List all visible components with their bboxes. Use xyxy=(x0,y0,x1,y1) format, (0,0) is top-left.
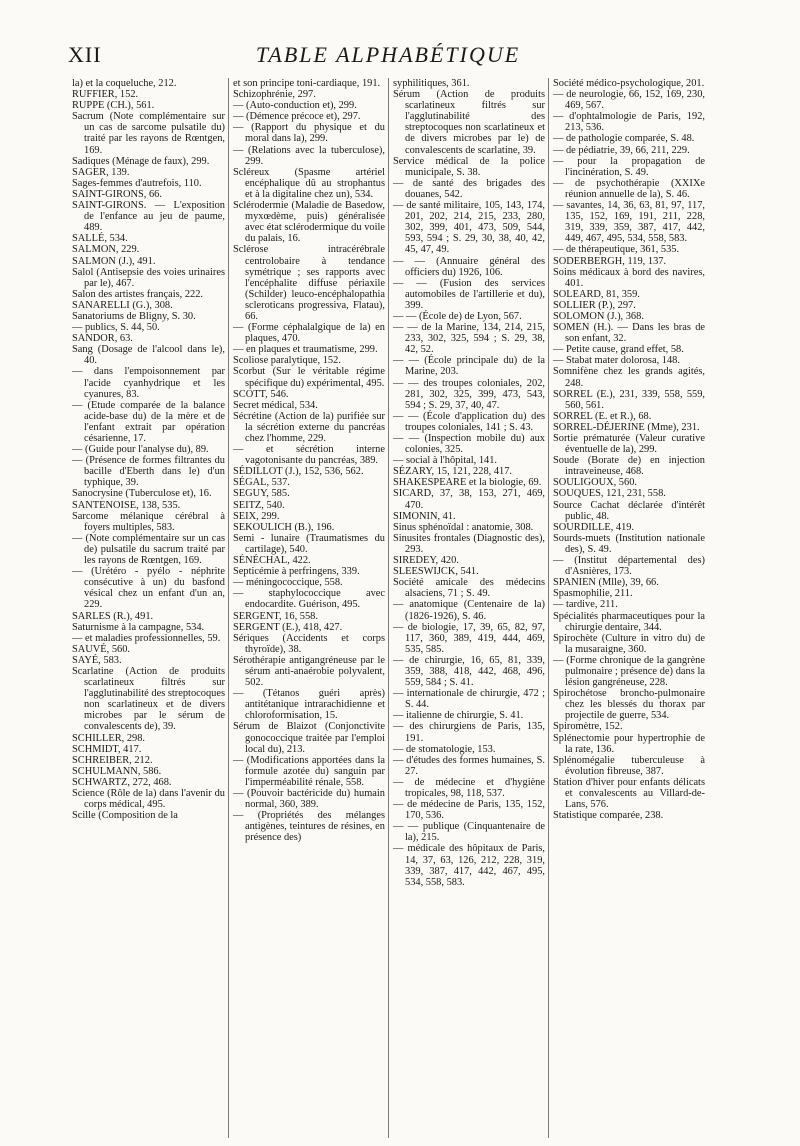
page-header xyxy=(68,40,708,70)
index-entry: SÉZARY, 15, 121, 228, 417. xyxy=(393,466,513,478)
index-entry: SICARD, 37, 38, 153, 271, 469, 470. xyxy=(393,488,545,511)
index-entry: Spirochète (Culture in vitro du) de la musaraigne, 360. xyxy=(553,632,705,655)
index-entry: SCHWARTZ, 272, 468. xyxy=(72,776,172,788)
index-entry: Sinusites frontales (Diagnostic des), 293. xyxy=(393,532,545,555)
index-entry: — pour la propagation de l'incinération, S. 49. xyxy=(553,155,705,178)
index-entry: Saturnisme à la campagne, 534. xyxy=(72,621,205,633)
index-entry: SCHMIDT, 417. xyxy=(72,743,142,755)
index-entry: Sérum (Action de produits scarlatineux filtrés sur l'agglutinabilité des streptocoques non scarlatineux et de divers microbes par le) de convalescents de scarlatine, 39. xyxy=(393,89,545,156)
index-entry: la) et la coqueluche, 212. xyxy=(72,78,177,89)
index-entry: Station d'hiver pour enfants délicats et convalescents au Villard-de-Lans, 576. xyxy=(553,776,705,811)
index-entry: — Stabat mater dolorosa, 148. xyxy=(553,355,680,367)
index-entry: SORREL (E. et R.), 68. xyxy=(553,410,652,422)
index-entry: — d'ophtalmologie de Paris, 192, 213, 536. xyxy=(553,111,705,134)
index-entry: Source Cachat déclarée d'intérêt public, 48. xyxy=(553,499,705,522)
index-entry: — de chirurgie, 16, 65, 81, 339, 359, 388, 418, 442, 468, 496, 559, 584 ; S. 41. xyxy=(393,654,545,689)
index-entry: — — (École d'application du) des troupes coloniales, 141 ; S. 43. xyxy=(393,410,545,433)
index-entry: — — (École principale du) de la Marine, 203. xyxy=(393,355,545,378)
index-entry: — (Pouvoir bactéricide du) humain normal, 360, 389. xyxy=(233,788,385,811)
index-entry: Spirochétose broncho-pulmonaire chez les blessés du thorax par projectile de guerre, 534. xyxy=(553,688,705,722)
index-entry: — de biologie, 17, 39, 65, 82, 97, 117, 360, 389, 419, 444, 469, 535, 585. xyxy=(393,621,545,655)
index-entry: — en plaques et traumatisme, 299. xyxy=(233,344,378,356)
index-entry: Statistique comparée, 238. xyxy=(553,810,664,822)
index-entry: SEIX, 299. xyxy=(233,510,280,522)
index-entry: Sériques (Accidents et corps thyroïde), 38. xyxy=(233,632,385,655)
index-entry: SIMONIN, 41. xyxy=(393,510,456,522)
index-entry: SÉNÉCHAL, 422. xyxy=(233,555,311,567)
index-entry: Sadiques (Ménage de faux), 299. xyxy=(72,155,210,167)
index-column-4 xyxy=(548,78,708,1138)
index-entry: Spécialités pharmaceutiques pour la chirurgie dentaire, 344. xyxy=(553,610,705,633)
index-entry: — — de la Marine, 134, 214, 215, 233, 302, 325, 594 ; S. 29, 38, 42, 52. xyxy=(393,322,545,356)
index-entry: — savantes, 14, 36, 63, 81, 97, 117, 135, 152, 169, 191, 211, 228, 319, 339, 359, 387, 417, 442, 449, 467, 495, 534, 558, 583. xyxy=(553,200,705,245)
index-entry: Splénomégalie tuberculeuse à évolution fibreuse, 387. xyxy=(553,754,705,777)
index-entry: — de pédiatrie, 39, 66, 211, 229. xyxy=(553,144,690,156)
index-entry: SARLES (R.), 491. xyxy=(72,610,154,622)
index-entry: Sérothérapie antigangréneuse par le sérum anti-anaérobie polyvalent, 502. xyxy=(233,654,385,689)
index-entry: SEITZ, 540. xyxy=(233,499,285,511)
index-entry: Sortie prématurée (Valeur curative éventuelle de la), 299. xyxy=(553,433,705,456)
index-entry: Sclérose intracérébrale centrolobaire à tendance symétrique ; ses rapports avec l'encéphalite diffuse périaxile (Schilder) leuco-encéphalopathia scleroticans progressiva, Flatau), 66. xyxy=(233,244,385,322)
index-entry: Scille (Composition de la xyxy=(72,810,178,822)
index-entry: Sanocrysine (Tuberculose et), 16. xyxy=(72,488,212,500)
index-entry: SALLÉ, 534. xyxy=(72,233,128,245)
index-entry: — de stomatologie, 153. xyxy=(393,743,496,755)
index-entry: Sclérodermie (Maladie de Basedow, myxœdème, puis) généralisée avec état sclérodermique du voile du palais, 16. xyxy=(233,200,385,245)
index-entry: — publics, S. 44, 50. xyxy=(72,322,160,334)
index-entry: — staphylococcique avec endocardite. Guérison, 495. xyxy=(233,588,385,611)
index-entry: — (Relations avec la tuberculose), 299. xyxy=(233,144,385,167)
index-entry: — tardive, 211. xyxy=(553,599,618,611)
index-entry: SAINT-GIRONS. — L'exposition de l'enfance au jeu de paume, 489. xyxy=(72,200,225,234)
index-entry: — (Forme chronique de la gangrène pulmonaire ; présence de) dans la lésion gangréneuse, 228. xyxy=(553,654,705,689)
index-entry: Sinus sphénoïdal : anatomie, 308. xyxy=(393,521,534,533)
index-entry: — — (École de) de Lyon, 567. xyxy=(393,310,522,322)
index-entry: SORREL (E.), 231, 339, 558, 559, 560, 561. xyxy=(553,388,705,411)
index-entry: Splénectomie pour hypertrophie de la rate, 136. xyxy=(553,732,705,755)
index-entry: SERGENT, 16, 558. xyxy=(233,610,318,622)
index-entry: SÉGAL, 537. xyxy=(233,477,290,489)
index-entry: — (Modifications apportées dans la formule azotée du) sanguin par l'imperméabilité rénale, 558. xyxy=(233,754,385,788)
index-entry: Somnifène chez les grands agités, 248. xyxy=(553,366,705,389)
index-entry: Salol (Antisepsie des voies urinaires par le), 467. xyxy=(72,266,225,289)
index-entry: SCHILLER, 298. xyxy=(72,732,146,744)
index-entry: Sacrum (Note complémentaire sur un cas de sarcome pulsatile du) traité par les rayons de Rœntgen, 169. xyxy=(72,111,225,156)
index-entry: — des chirurgiens de Paris, 135, 191. xyxy=(393,721,545,744)
index-entry: Science (Rôle de la) dans l'avenir du corps médical, 495. xyxy=(72,788,225,811)
index-entry: — (Guide pour l'analyse du), 89. xyxy=(72,444,209,456)
index-entry: Scoliose paralytique, 152. xyxy=(233,355,341,367)
index-entry: RUPPE (CH.), 561. xyxy=(72,100,155,112)
index-entry: — de psychothérapie (XXIXe réunion annuelle de la), S. 46. xyxy=(553,177,705,200)
index-column-1 xyxy=(68,78,228,1138)
index-entry: SAGER, 139. xyxy=(72,166,130,178)
index-entry: SEGUY, 585. xyxy=(233,488,290,500)
index-column-2 xyxy=(228,78,388,1138)
index-entry: — Petite cause, grand effet, 58. xyxy=(553,344,684,356)
index-entry: Sérum de Blaizot (Conjonctivite gonococcique traitée par l'emploi local du), 213. xyxy=(233,721,385,755)
index-column-3 xyxy=(388,78,548,1138)
index-entry: Semi - lunaire (Traumatismes du cartilage), 540. xyxy=(233,532,385,555)
index-entry: Soins médicaux à bord des navires, 401. xyxy=(553,266,705,289)
index-entry: — italienne de chirurgie, S. 41. xyxy=(393,710,524,722)
index-entry: SPANIEN (Mlle), 39, 66. xyxy=(553,577,659,589)
index-entry: SANARELLI (G.), 308. xyxy=(72,299,173,311)
index-entry: SOMEN (H.). — Dans les bras de son enfant, 32. xyxy=(553,322,705,345)
index-entry: — — publique (Cinquantenaire de la), 215. xyxy=(393,821,545,844)
index-entry: — (Urétéro - pyélo - néphrite consécutive à un) du basfond vésical chez un enfant d'un an, 229. xyxy=(72,566,225,611)
index-entry: Société médico-psychologique, 201. xyxy=(553,78,705,89)
index-entry: Sécrétine (Action de la) purifiée sur la sécrétion externe du pancréas chez l'homme, 229. xyxy=(233,410,385,444)
index-columns xyxy=(68,78,708,1138)
index-entry: Schizophrénie, 297. xyxy=(233,89,316,101)
index-entry: SORREL-DÉJERINE (Mme), 231. xyxy=(553,421,700,433)
index-entry: — (Présence de formes filtrantes du bacille d'Eberth dans le) d'un typhique, 39. xyxy=(72,455,225,489)
index-entry: — d'études des formes humaines, S. 27. xyxy=(393,754,545,777)
index-entry: RUFFIER, 152. xyxy=(72,89,139,101)
index-entry: — (Auto-conduction et), 299. xyxy=(233,100,357,112)
index-entry: SALMON, 229. xyxy=(72,244,140,256)
index-entry: Scarlatine (Action de produits scarlatineux filtrés sur l'agglutinabilité des streptocoques non scarlatineux et de divers microbes par le sérum de convalescents de), 39. xyxy=(72,665,225,733)
index-entry: SOLLIER (P.), 297. xyxy=(553,299,636,311)
index-entry: — de médecine de Paris, 135, 152, 170, 536. xyxy=(393,799,545,822)
index-entry: SHAKESPEARE et la biologie, 69. xyxy=(393,477,542,489)
index-entry: SAYÉ, 583. xyxy=(72,654,122,666)
index-entry: SIREDEY, 420. xyxy=(393,555,459,567)
index-entry: — de médecine et d'hygiène tropicales, 98, 118, 537. xyxy=(393,776,545,799)
index-entry: SOUQUES, 121, 231, 558. xyxy=(553,488,666,500)
index-entry: Service médical de la police municipale, S. 38. xyxy=(393,155,545,178)
index-entry: — — (Annuaire général des officiers du) 1926, 106. xyxy=(393,255,545,278)
index-entry: Spasmophilie, 211. xyxy=(553,588,633,600)
index-entry: Scléreux (Spasme artériel encéphalique dû au strophantus et à la digitaline chez un), 534. xyxy=(233,166,385,200)
index-entry: SANTENOISE, 138, 535. xyxy=(72,499,181,511)
index-entry: Sarcome mélanique cérébral à foyers multiples, 583. xyxy=(72,510,225,533)
index-entry: Spiromètre, 152. xyxy=(553,721,623,733)
index-entry: Sang (Dosage de l'alcool dans le), 40. xyxy=(72,344,225,367)
index-entry: — (Démence précoce et), 297. xyxy=(233,111,361,123)
index-entry: — social à l'hôpital, 141. xyxy=(393,455,498,467)
index-entry: — méningococcique, 558. xyxy=(233,577,343,589)
index-entry: — (Institut départemental des) d'Asnières, 173. xyxy=(553,555,705,578)
index-entry: SOLEARD, 81, 359. xyxy=(553,288,640,300)
index-entry: — — (Inspection mobile du) aux colonies, 325. xyxy=(393,433,545,456)
index-entry: — de santé militaire, 105, 143, 174, 201, 202, 214, 215, 233, 280, 302, 399, 401, 473, 509, 544, 593, 594 ; S. 29, 30, 38, 40, 42, 45, 47, 49. xyxy=(393,200,545,256)
index-entry: SOULIGOUX, 560. xyxy=(553,477,637,489)
index-entry: Société amicale des médecins alsaciens, 71 ; S. 49. xyxy=(393,577,545,600)
index-entry: SERGENT (E.), 418, 427. xyxy=(233,621,343,633)
index-entry: SEKOULICH (B.), 196. xyxy=(233,521,335,533)
index-entry: — de thérapeutique, 361, 535. xyxy=(553,244,680,256)
index-entry: — (Rapport du physique et du moral dans la), 299. xyxy=(233,122,385,145)
index-entry: SÉDILLOT (J.), 152, 536, 562. xyxy=(233,466,364,478)
index-entry: SCOTT, 546. xyxy=(233,388,289,400)
index-entry: — internationale de chirurgie, 472 ; S. 44. xyxy=(393,688,545,711)
index-entry: SOURDILLE, 419. xyxy=(553,521,635,533)
index-entry: — (Etude comparée de la balance acide-base du) de la mère et de l'enfant extrait par opération césarienne, 17. xyxy=(72,399,225,444)
index-entry: — (Tétanos guéri après) antitétanique intrarachidienne et chloroformisation, 15. xyxy=(233,688,385,722)
index-entry: SANDOR, 63. xyxy=(72,333,133,345)
index-entry: Salon des artistes français, 222. xyxy=(72,288,204,300)
index-entry: SCHULMANN, 586. xyxy=(72,765,162,777)
index-entry: Secret médical, 534. xyxy=(233,399,318,411)
index-entry: — et maladies professionnelles, 59. xyxy=(72,632,221,644)
index-entry: SODERBERGH, 119, 137. xyxy=(553,255,667,267)
index-entry: et son principe toni-cardiaque, 191. xyxy=(233,78,381,89)
index-entry: Sanatoriums de Bligny, S. 30. xyxy=(72,310,196,322)
index-entry: — de pathologie comparée, S. 48. xyxy=(553,133,695,145)
index-entry: SLEESWIJCK, 541. xyxy=(393,566,479,578)
running-title: TABLE ALPHABÉTIQUE xyxy=(255,42,521,67)
index-entry: — anatomique (Centenaire de la) (1826-1926), S. 46. xyxy=(393,599,545,622)
index-entry: syphilitiques, 361. xyxy=(393,78,470,89)
index-entry: — de neurologie, 66, 152, 169, 230, 469, 567. xyxy=(553,89,705,112)
index-entry: Scorbut (Sur le véritable régime spécifique du) expérimental, 495. xyxy=(233,366,385,389)
index-entry: — médicale des hôpitaux de Paris, 14, 37, 63, 126, 212, 228, 319, 339, 387, 417, 442, 467, 495, 534, 558, 583. xyxy=(393,843,545,888)
index-entry: — — (Fusion des services automobiles de l'artillerie et du), 399. xyxy=(393,277,545,311)
page-number: XII xyxy=(68,42,102,67)
index-entry: — (Propriétés des mélanges antigènes, teintures de résines, en présence des) xyxy=(233,810,385,844)
index-entry: Sourds-muets (Institution nationale des), S. 49. xyxy=(553,532,705,555)
index-entry: — — des troupes coloniales, 202, 281, 302, 325, 399, 473, 543, 594 ; S. 29, 37, 40, 47. xyxy=(393,377,545,411)
index-entry: SALMON (J.), 491. xyxy=(72,255,156,267)
index-entry: — dans l'empoisonnement par l'acide cyanhydrique et les cyanures, 83. xyxy=(72,366,225,400)
index-entry: SAUVÉ, 560. xyxy=(72,643,131,655)
index-entry: — et sécrétion interne vagotonisante du pancréas, 389. xyxy=(233,444,385,467)
index-entry: Septicémie à perfringens, 339. xyxy=(233,566,360,578)
index-entry: SAINT-GIRONS, 66. xyxy=(72,188,162,200)
index-entry: — de santé des brigades des douanes, 542. xyxy=(393,177,545,200)
index-entry: SOLOMON (J.), 368. xyxy=(553,310,644,322)
index-entry: Sages-femmes d'autrefois, 110. xyxy=(72,177,202,189)
index-entry: SCHREIBER, 212. xyxy=(72,754,153,766)
index-entry: Soude (Borate de) en injection intraveineuse, 468. xyxy=(553,455,705,478)
index-entry: — (Note complémentaire sur un cas de) pulsatile du sacrum traité par les rayons de Rœntgen, 169. xyxy=(72,532,225,567)
index-entry: — (Forme céphalalgique de la) en plaques, 470. xyxy=(233,322,385,345)
